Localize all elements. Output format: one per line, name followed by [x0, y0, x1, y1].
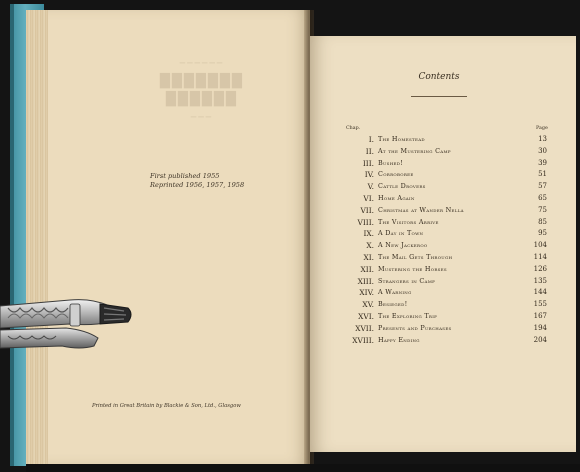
chap-column-header: Chap.	[346, 126, 361, 131]
chapter-number: XVII.	[355, 323, 374, 333]
chapter-title: At the Mustering Camp	[378, 146, 451, 155]
chapter-title: Cattle Drovers	[378, 182, 426, 191]
show-through-text: ────── ███████ ██████ ───	[158, 59, 242, 123]
chapter-title: A New Jackeroo	[378, 241, 428, 250]
chapter-page: 104	[533, 241, 547, 250]
contents-entry	[338, 287, 548, 299]
chapter-number: II.	[365, 146, 374, 156]
page-edges	[26, 10, 48, 464]
chapter-page: 13	[538, 135, 547, 143]
chapter-page: 65	[538, 193, 547, 202]
chapter-number: IX.	[363, 229, 374, 239]
chapter-title: Bushed!	[378, 158, 404, 167]
chapter-number: VIII.	[357, 217, 374, 227]
table-surface	[26, 464, 580, 472]
chapter-title: The Visitors Arrive	[378, 217, 439, 226]
chapter-number: XIV.	[359, 288, 374, 298]
contents-entry	[338, 134, 548, 146]
contents-entry	[338, 252, 548, 264]
chapter-page: 95	[538, 229, 547, 238]
chapter-title: A Day in Town	[378, 229, 424, 238]
contents-entry	[338, 299, 548, 311]
chapter-page: 30	[538, 146, 547, 155]
chapter-title: The Homestead	[378, 135, 425, 143]
chapter-page: 204	[533, 335, 547, 344]
contents-entry	[338, 169, 548, 181]
contents-entry	[338, 205, 548, 217]
contents-entry	[338, 146, 548, 158]
chapter-number: XVIII.	[352, 335, 374, 345]
chapter-number: XIII.	[357, 276, 374, 286]
chapter-title: The Exploring Trip	[378, 311, 438, 320]
chapter-page: 144	[533, 288, 547, 297]
chapter-number: VI.	[363, 193, 374, 203]
chapter-number: I.	[368, 135, 374, 144]
contents-entry	[338, 181, 548, 193]
chapter-page: 114	[533, 252, 547, 261]
chapter-number: X.	[366, 241, 374, 251]
chapter-page: 194	[533, 323, 547, 332]
title-rule	[411, 96, 467, 97]
chapter-title: Presents and Purchases	[378, 323, 452, 332]
chapter-page: 51	[538, 170, 547, 179]
chapter-page: 75	[538, 205, 547, 214]
publication-info	[150, 172, 290, 190]
contents-entry	[338, 240, 548, 252]
chapter-title: Happy Ending	[378, 335, 420, 344]
chapter-number: XVI.	[358, 311, 374, 321]
contents-entry	[338, 276, 548, 288]
contents-entry	[338, 311, 548, 323]
chapter-title: Home Again	[378, 193, 415, 202]
first-published: First published 1955	[150, 172, 220, 180]
contents-entry	[338, 335, 548, 347]
contents-entry	[338, 193, 548, 205]
contents-entry	[338, 264, 548, 276]
chapter-number: XII.	[360, 264, 374, 274]
contents-title: Contents	[418, 72, 460, 82]
printer-imprint: Printed in Great Britain by Blackie & Son, Ltd., Glasgow	[92, 403, 241, 409]
chapter-title: A Warning	[378, 288, 412, 297]
chapter-page: 167	[533, 311, 547, 320]
chapter-page: 85	[538, 217, 547, 226]
chapter-number: XI.	[363, 252, 374, 262]
chapter-title: The Mail Gets Through	[378, 252, 453, 261]
chapter-number: XV.	[362, 300, 374, 310]
chapter-title: Strangers in Camp	[378, 276, 436, 285]
chapter-number: V.	[367, 182, 374, 192]
chapter-title: Corroboree	[378, 170, 414, 179]
metal-page-clip	[0, 292, 150, 362]
chapter-page: 126	[533, 264, 547, 273]
chapter-number: III.	[362, 158, 374, 168]
contents-entry	[338, 323, 548, 335]
page-column-header: Page	[536, 126, 548, 131]
reprinted: Reprinted 1956, 1957, 1958	[150, 181, 245, 189]
contents-entry	[338, 158, 548, 170]
chapter-title: Besieged!	[378, 300, 408, 309]
chapter-page: 57	[538, 182, 547, 191]
contents-list	[338, 134, 548, 346]
contents-entry	[338, 228, 548, 240]
chapter-title: Mustering the Horses	[378, 264, 447, 273]
chapter-page: 135	[533, 276, 547, 285]
chapter-number: VII.	[360, 205, 374, 215]
cover-binding	[10, 4, 14, 466]
chapter-page: 155	[533, 300, 547, 309]
contents-entry	[338, 217, 548, 229]
chapter-number: IV.	[364, 170, 374, 180]
chapter-title: Christmas at Wander Nella	[378, 205, 464, 214]
chapter-page: 39	[538, 158, 547, 167]
